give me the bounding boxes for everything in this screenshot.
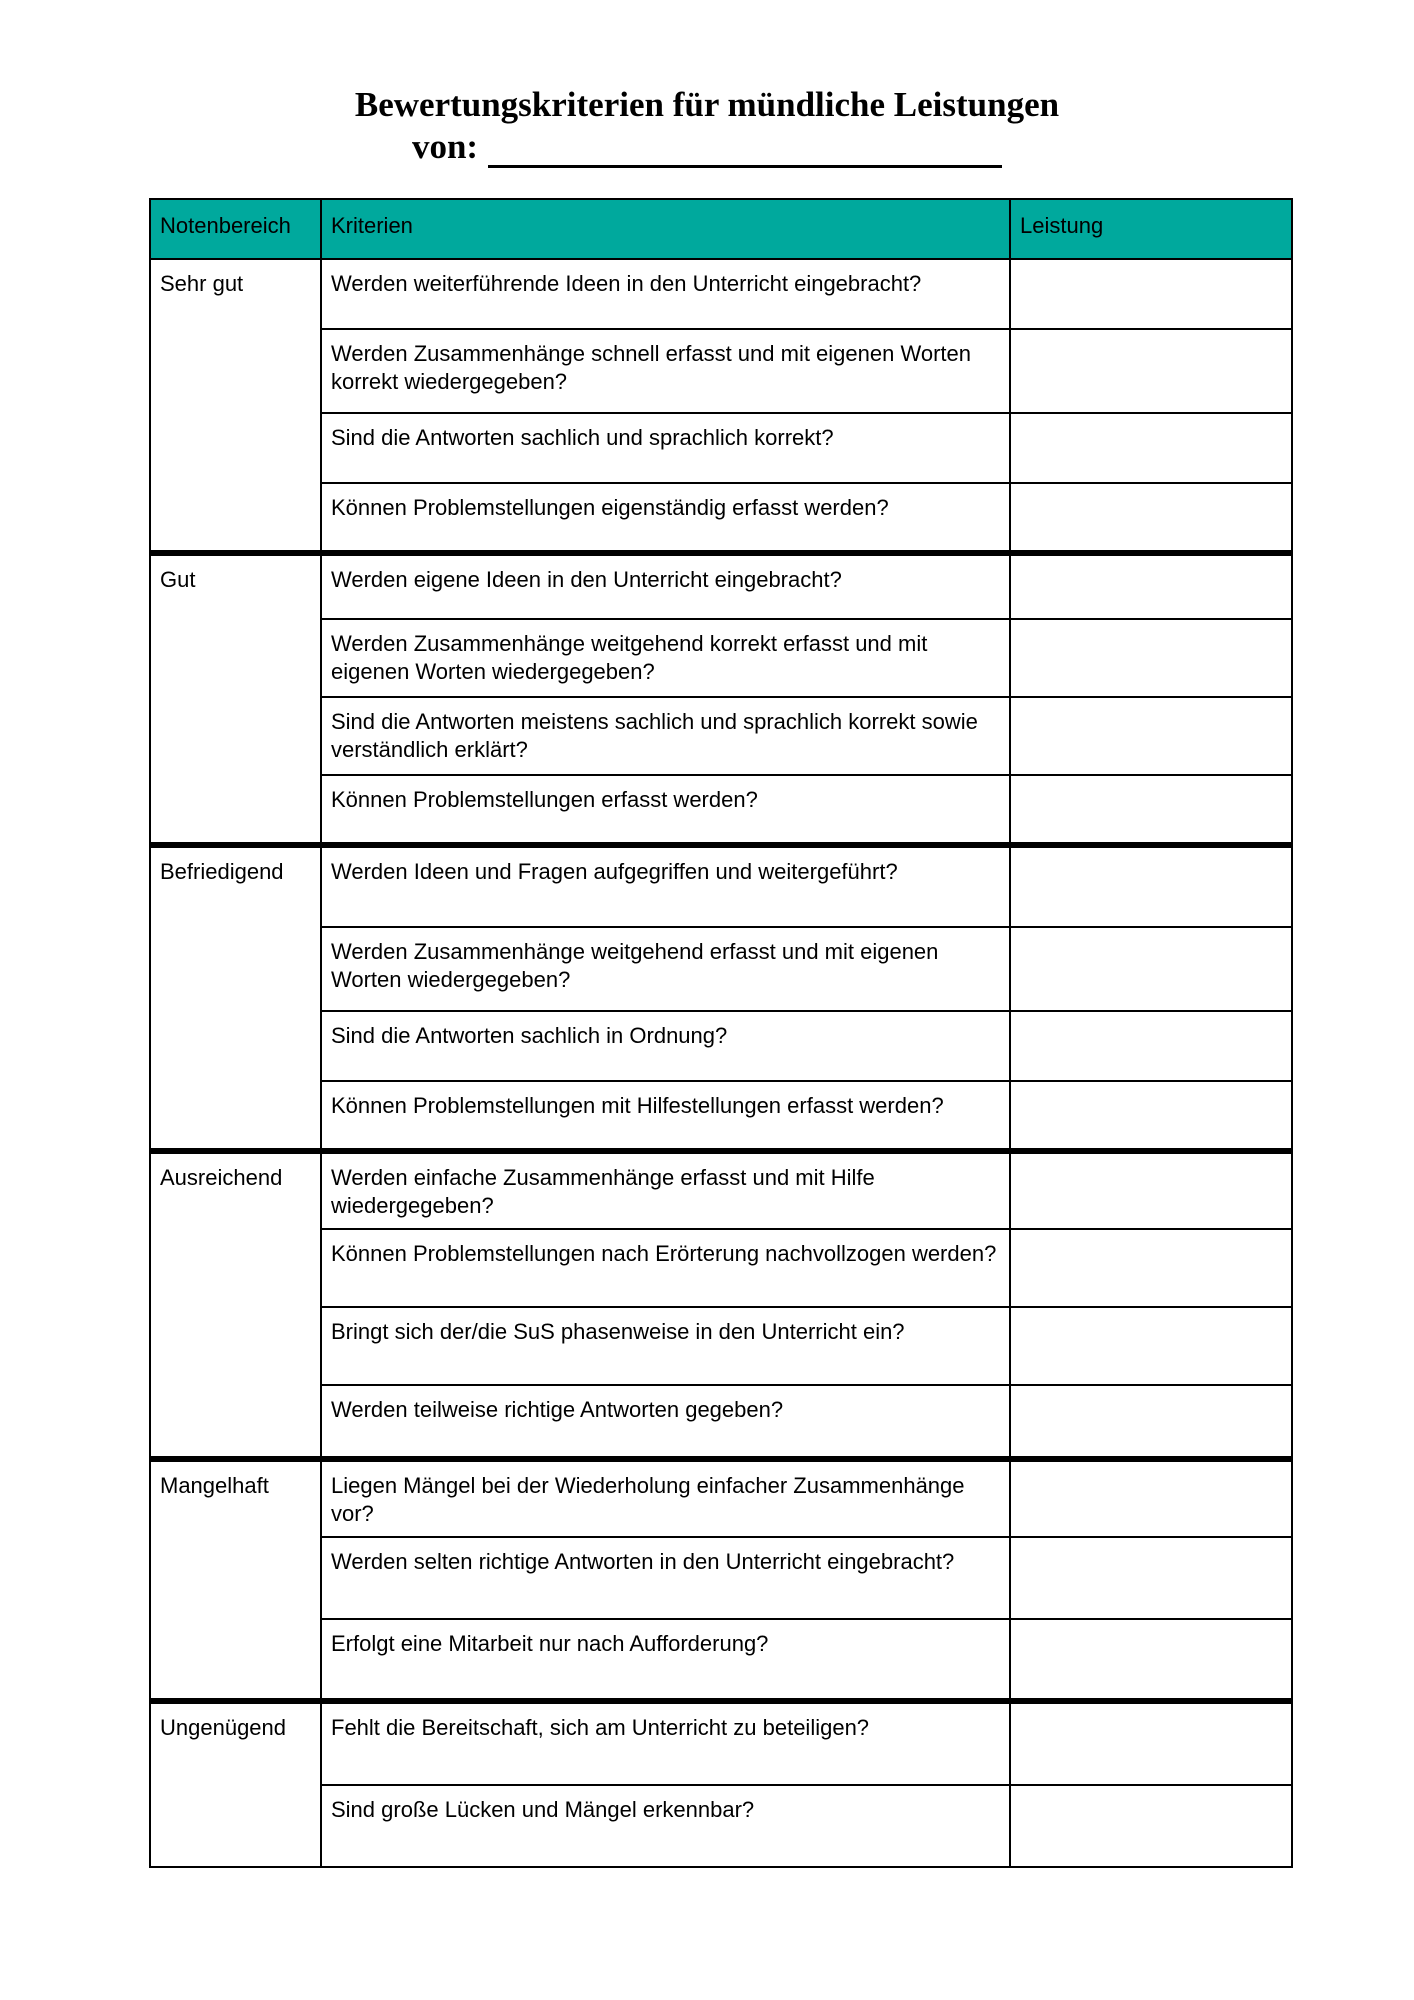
criterion-cell: Werden selten richtige Antworten in den Unterricht eingebracht?: [321, 1537, 1010, 1619]
table-header-row: [150, 199, 1292, 259]
table-row: [150, 259, 1292, 329]
table-row: [150, 775, 1292, 845]
table-row: [150, 1619, 1292, 1701]
table-row: [150, 413, 1292, 483]
criterion-cell: Sind die Antworten meistens sachlich und sprachlich korrekt sowie verständlich erklärt?: [321, 697, 1010, 775]
leistung-cell[interactable]: [1010, 845, 1292, 927]
table-row: [150, 697, 1292, 775]
leistung-cell[interactable]: [1010, 1151, 1292, 1229]
criterion-cell: Bringt sich der/die SuS phasenweise in den Unterricht ein?: [321, 1307, 1010, 1385]
criterion-cell: Sind große Lücken und Mängel erkennbar?: [321, 1785, 1010, 1867]
leistung-cell[interactable]: [1010, 1459, 1292, 1537]
leistung-cell[interactable]: [1010, 259, 1292, 329]
leistung-cell[interactable]: [1010, 1385, 1292, 1459]
table-row: [150, 1011, 1292, 1081]
name-line: [0, 126, 1414, 168]
grade-cell: Sehr gut: [150, 259, 321, 553]
table-body: [150, 259, 1292, 1867]
criterion-cell: Werden Zusammenhänge schnell erfasst und mit eigenen Worten korrekt wiedergegeben?: [321, 329, 1010, 413]
criterion-cell: Können Problemstellungen erfasst werden?: [321, 775, 1010, 845]
table-row: [150, 619, 1292, 697]
name-label: von:: [411, 127, 479, 166]
criterion-cell: Werden teilweise richtige Antworten gegeben?: [321, 1385, 1010, 1459]
criterion-cell: Werden Ideen und Fragen aufgegriffen und weitergeführt?: [321, 845, 1010, 927]
criterion-cell: Werden Zusammenhänge weitgehend erfasst und mit eigenen Worten wiedergegeben?: [321, 927, 1010, 1011]
leistung-cell[interactable]: [1010, 927, 1292, 1011]
header-leistung: Leistung: [1010, 199, 1292, 259]
grade-cell: Ungenügend: [150, 1701, 321, 1867]
table-row: [150, 1307, 1292, 1385]
criterion-cell: Können Problemstellungen eigenständig erfasst werden?: [321, 483, 1010, 553]
header-notenbereich: Notenbereich: [150, 199, 321, 259]
leistung-cell[interactable]: [1010, 553, 1292, 619]
leistung-cell[interactable]: [1010, 1619, 1292, 1701]
criteria-table: [149, 198, 1293, 1868]
table-row: [150, 1537, 1292, 1619]
leistung-cell[interactable]: [1010, 329, 1292, 413]
table-row: [150, 553, 1292, 619]
criterion-cell: Werden eigene Ideen in den Unterricht eingebracht?: [321, 553, 1010, 619]
table-row: [150, 1785, 1292, 1867]
leistung-cell[interactable]: [1010, 1537, 1292, 1619]
leistung-cell[interactable]: [1010, 1229, 1292, 1307]
leistung-cell[interactable]: [1010, 413, 1292, 483]
criterion-cell: Fehlt die Bereitschaft, sich am Unterricht zu beteiligen?: [321, 1701, 1010, 1785]
leistung-cell[interactable]: [1010, 775, 1292, 845]
grade-cell: Befriedigend: [150, 845, 321, 1151]
header-kriterien: Kriterien: [321, 199, 1010, 259]
leistung-cell[interactable]: [1010, 619, 1292, 697]
criterion-cell: Liegen Mängel bei der Wiederholung einfacher Zusammenhänge vor?: [321, 1459, 1010, 1537]
table-row: [150, 1385, 1292, 1459]
table-row: [150, 1081, 1292, 1151]
leistung-cell[interactable]: [1010, 1701, 1292, 1785]
criterion-cell: Werden einfache Zusammenhänge erfasst und mit Hilfe wiedergegeben?: [321, 1151, 1010, 1229]
table-row: [150, 1459, 1292, 1537]
criterion-cell: Können Problemstellungen mit Hilfestellungen erfasst werden?: [321, 1081, 1010, 1151]
table-row: [150, 1229, 1292, 1307]
criterion-cell: Werden weiterführende Ideen in den Unterricht eingebracht?: [321, 259, 1010, 329]
grade-cell: Gut: [150, 553, 321, 845]
criterion-cell: Sind die Antworten sachlich in Ordnung?: [321, 1011, 1010, 1081]
table-row: [150, 329, 1292, 413]
criterion-cell: Sind die Antworten sachlich und sprachlich korrekt?: [321, 413, 1010, 483]
name-blank-field[interactable]: [488, 131, 1002, 168]
criterion-cell: Erfolgt eine Mitarbeit nur nach Aufforderung?: [321, 1619, 1010, 1701]
grade-cell: Mangelhaft: [150, 1459, 321, 1701]
page-title: Bewertungskriterien für mündliche Leistungen: [354, 85, 1060, 124]
criterion-cell: Können Problemstellungen nach Erörterung nachvollzogen werden?: [321, 1229, 1010, 1307]
criterion-cell: Werden Zusammenhänge weitgehend korrekt erfasst und mit eigenen Worten wiedergegeben?: [321, 619, 1010, 697]
table-row: [150, 927, 1292, 1011]
leistung-cell[interactable]: [1010, 1307, 1292, 1385]
leistung-cell[interactable]: [1010, 1011, 1292, 1081]
table-row: [150, 845, 1292, 927]
leistung-cell[interactable]: [1010, 1785, 1292, 1867]
table-row: [150, 1151, 1292, 1229]
table-row: [150, 1701, 1292, 1785]
table-row: [150, 483, 1292, 553]
leistung-cell[interactable]: [1010, 1081, 1292, 1151]
grade-cell: Ausreichend: [150, 1151, 321, 1459]
leistung-cell[interactable]: [1010, 483, 1292, 553]
leistung-cell[interactable]: [1010, 697, 1292, 775]
